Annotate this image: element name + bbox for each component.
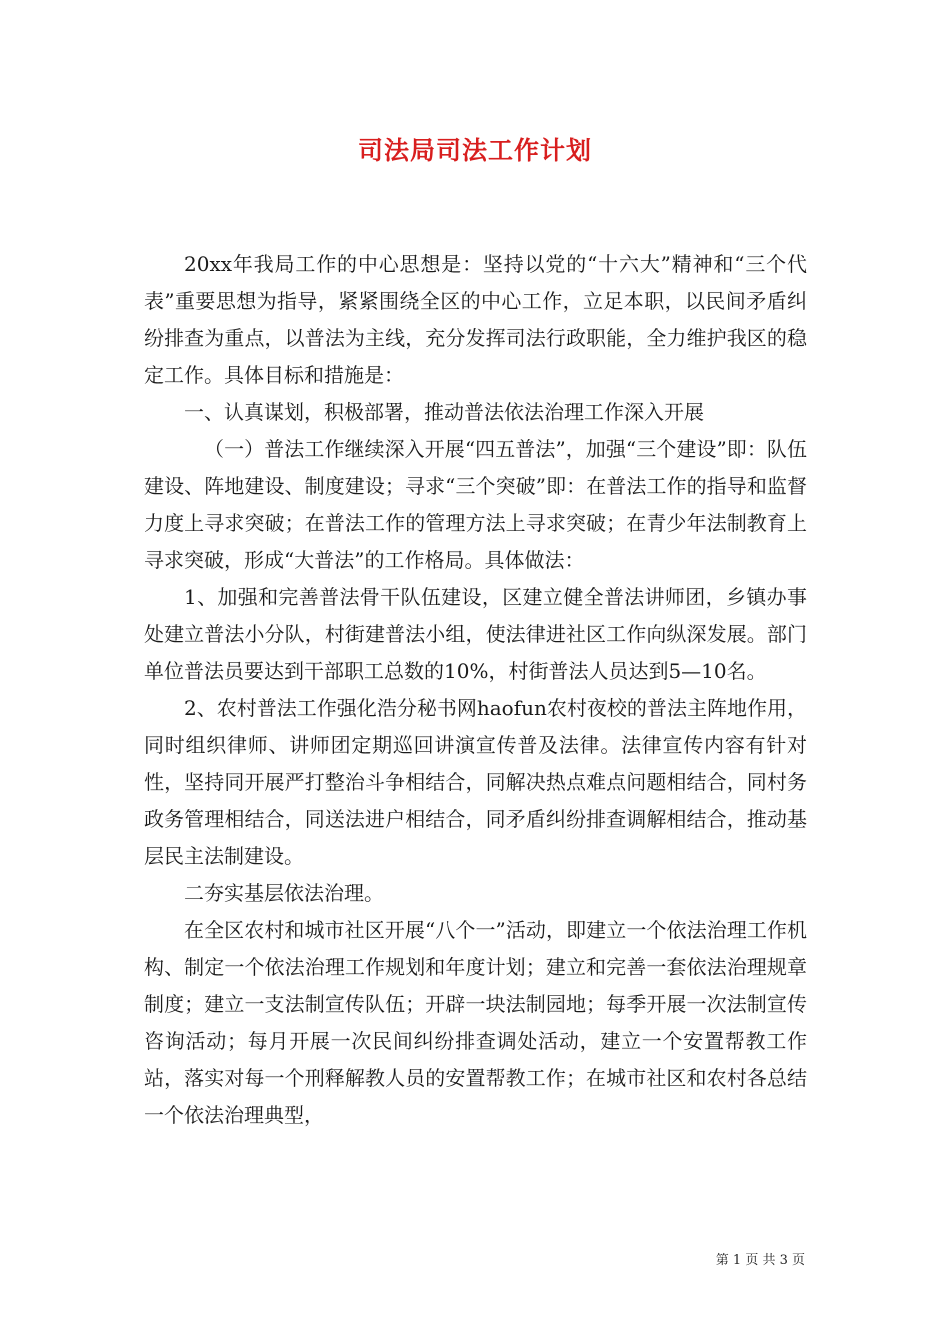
document-body	[144, 246, 807, 1134]
paragraph-item-2: 2、农村普法工作强化浩分秘书网haofun农村夜校的普法主阵地作用，同时组织律师、讲师团定期巡回讲演宣传普及法律。法律宣传内容有针对性，坚持同开展严打整治斗争相结合，同解决热点难点问题相结合，同村务政务管理相结合，同送法进户相结合，同矛盾纠纷排查调解相结合，推动基层民主法制建设。	[144, 696, 807, 868]
page-number: 第 1 页 共 3 页	[715, 1253, 805, 1268]
document-title: 司法局司法工作计划	[357, 136, 592, 165]
heading-section-2: 二夯实基层依法治理。	[184, 881, 384, 905]
paragraph-item-1: 1、加强和完善普法骨干队伍建设，区建立健全普法讲师团，乡镇办事处建立普法小分队，村街建普法小组，使法律进社区工作向纵深发展。部门单位普法员要达到干部职工总数的10%，村街普法人员达到5—10名。	[144, 585, 807, 683]
heading-section-1: 一、认真谋划，积极部署，推动普法依法治理工作深入开展	[184, 400, 704, 424]
paragraph-subsection-1: （一）普法工作继续深入开展“四五普法”，加强“三个建设”即：队伍建设、阵地建设、制度建设；寻求“三个突破”即：在普法工作的指导和监督力度上寻求突破；在普法工作的管理方法上寻求突破；在青少年法制教育上寻求突破，形成“大普法”的工作格局。具体做法：	[144, 437, 807, 572]
paragraph-eight-ones: 在全区农村和城市社区开展“八个一”活动，即建立一个依法治理工作机构、制定一个依法治理工作规划和年度计划；建立和完善一套依法治理规章制度；建立一支法制宣传队伍；开辟一块法制园地；每季开展一次法制宣传咨询活动；每月开展一次民间纠纷排查调处活动，建立一个安置帮教工作站，落实对每一个刑释解教人员的安置帮教工作；在城市社区和农村各总结一个依法治理典型，	[144, 918, 807, 1127]
paragraph-intro: 20xx年我局工作的中心思想是：坚持以党的“十六大”精神和“三个代表”重要思想为指导，紧紧围绕全区的中心工作，立足本职，以民间矛盾纠纷排查为重点，以普法为主线，充分发挥司法行政职能，全力维护我区的稳定工作。具体目标和措施是：	[144, 252, 807, 387]
